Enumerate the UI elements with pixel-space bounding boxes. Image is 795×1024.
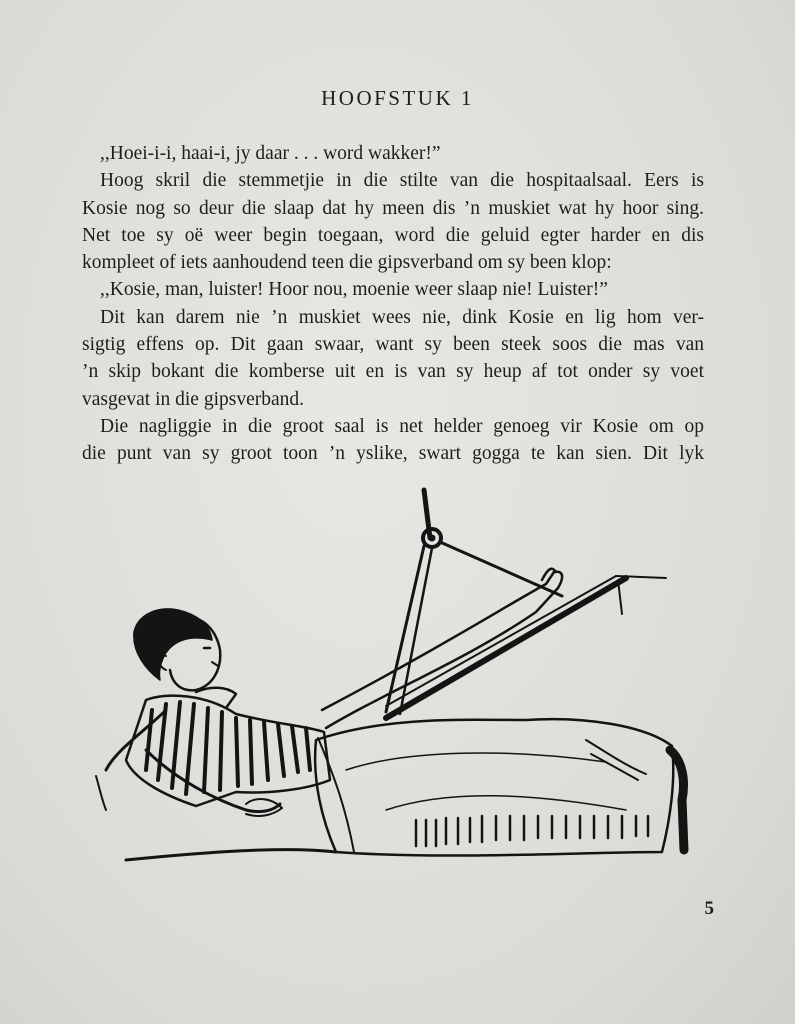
traction-rope [440,542,562,596]
text-line: die punt van sy groot toon ’n yslike, swart gogga te kan sien. Dit lyk [82,443,704,465]
illustration-boy-in-hospital-bed [86,480,706,880]
text-line: Hoog skril die stemmetjie in die stilte van die hospitaalsaal. Eers is [100,170,704,192]
text-line: Kosie nog so deur die slaap dat hy meen dis ’n muskiet wat hy hoor sing. [82,197,704,219]
plaster-cast-leg [322,572,562,728]
page-number: 5 [704,898,714,919]
text-line: ,,Kosie, man, luister! Hoor nou, moenie weer slaap nie! Luister!” [100,279,608,301]
text-line: Net toe sy oë weer begin toegaan, word die geluid egter harder en dis [82,224,704,246]
text-line: Dit kan darem nie ’n muskiet wees nie, dink Kosie en lig hom ver- [100,306,704,328]
boy-striped-pajamas [126,696,330,806]
text-line: Die nagliggie in die groot saal is net helder genoeg vir Kosie om op [100,415,704,437]
text-line: ’n skip bokant die komberse uit en is van sy heup af tot onder sy voet [82,361,704,383]
blanket [315,719,673,855]
text-line: sigtig effens op. Dit gaan swaar, want sy been steek soos die mas van [82,334,704,356]
boy-arm [146,750,280,812]
text-line: vasgevat in die gipsverband. [82,388,305,410]
text-line: ,,Hoei-i-i, haai-i, jy daar . . . word wakker!” [100,143,441,164]
body-text [82,140,704,468]
text-line: kompleet of iets aanhoudend teen die gipsverband om sy been klop: [82,252,612,274]
chapter-heading: HOOFSTUK 1 [321,86,474,110]
